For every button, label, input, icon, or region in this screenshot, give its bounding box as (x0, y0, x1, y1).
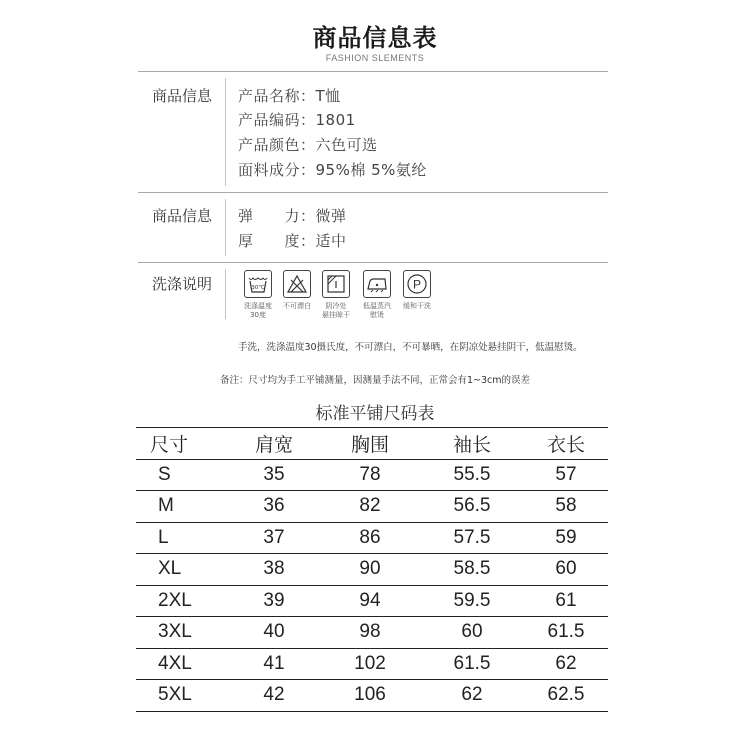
table-cell: M (136, 491, 228, 523)
wash-30-icon (244, 270, 272, 298)
product-name: 产品名称：T恤 (238, 87, 341, 105)
divider (138, 71, 608, 72)
divider (138, 192, 608, 193)
table-row (136, 585, 608, 617)
low-iron-icon (363, 270, 391, 298)
table-cell: 38 (228, 554, 320, 586)
table-cell: 102 (320, 648, 420, 680)
table-cell: 86 (320, 522, 420, 554)
care-text: 阴冷处 悬挂晾干 (322, 302, 350, 319)
page-subtitle: FASHION SLEMENTS (325, 53, 425, 63)
table-cell: 98 (320, 617, 420, 649)
table-cell: 42 (228, 680, 320, 712)
table-row (136, 522, 608, 554)
size-table-title: 标准平铺尺码表 (315, 404, 435, 424)
table-cell: 58.5 (420, 554, 524, 586)
care-text: 洗涤温度 30度 (244, 302, 272, 319)
table-cell: 62 (524, 648, 608, 680)
table-cell: 5XL (136, 680, 228, 712)
table-cell: 56.5 (420, 491, 524, 523)
table-row (136, 648, 608, 680)
column-header: 胸围 (320, 428, 420, 460)
care-text: 缓和干洗 (403, 302, 431, 310)
care-text: 低温蒸汽 慰烫 (363, 302, 391, 319)
table-cell: 61.5 (524, 617, 608, 649)
table-cell: 59.5 (420, 585, 524, 617)
table-cell: L (136, 522, 228, 554)
table-cell: 61.5 (420, 648, 524, 680)
table-cell: 58 (524, 491, 608, 523)
table-cell: 94 (320, 585, 420, 617)
table-row (136, 491, 608, 523)
table-cell: 55.5 (420, 459, 524, 491)
table-cell: 37 (228, 522, 320, 554)
table-cell: 82 (320, 491, 420, 523)
section-label-product-attrs: 商品信息 (152, 207, 213, 225)
table-row (136, 617, 608, 649)
table-cell: 57 (524, 459, 608, 491)
column-header: 尺寸 (136, 428, 228, 460)
table-row (136, 554, 608, 586)
section-label-product-info: 商品信息 (152, 87, 213, 105)
column-header: 衣长 (524, 428, 608, 460)
table-row (136, 459, 608, 491)
table-cell: 41 (228, 648, 320, 680)
table-cell: 36 (228, 491, 320, 523)
size-table (136, 427, 608, 712)
table-cell: S (136, 459, 228, 491)
dry-clean-letter: P (412, 277, 422, 292)
table-cell: 2XL (136, 585, 228, 617)
section-separator (225, 78, 226, 186)
product-color: 产品颜色：六色可选 (238, 136, 378, 154)
washing-description: 手洗，洗涤温度30摄氏度，不可漂白，不可暴晒，在阴凉处悬挂阴干，低温慰烫。 (238, 342, 583, 353)
table-cell: 90 (320, 554, 420, 586)
table-cell: 60 (420, 617, 524, 649)
measurement-note: 备注：尺寸均为手工平铺测量，因测量手法不同，正常会有1~3cm的误差 (219, 375, 531, 386)
table-cell: 57.5 (420, 522, 524, 554)
table-cell: 3XL (136, 617, 228, 649)
section-separator (225, 269, 226, 319)
table-cell: 61 (524, 585, 608, 617)
column-header: 肩宽 (228, 428, 320, 460)
wash-temp-label: 30℃ (251, 285, 265, 291)
table-cell: 62 (420, 680, 524, 712)
table-cell: XL (136, 554, 228, 586)
table-cell: 40 (228, 617, 320, 649)
table-row (136, 680, 608, 712)
thickness: 厚 度：适中 (238, 232, 347, 250)
section-label-washing: 洗涤说明 (152, 275, 213, 293)
table-cell: 60 (524, 554, 608, 586)
column-header: 袖长 (420, 428, 524, 460)
fabric-composition: 面料成分：95%棉 5%氨纶 (238, 161, 427, 179)
table-cell: 59 (524, 522, 608, 554)
shade-dry-icon (322, 270, 350, 298)
divider (138, 262, 608, 263)
table-cell: 4XL (136, 648, 228, 680)
care-item-dry-clean (390, 270, 444, 311)
page-title: 商品信息表 (312, 24, 438, 52)
section-separator (225, 199, 226, 256)
table-cell: 62.5 (524, 680, 608, 712)
table-cell: 35 (228, 459, 320, 491)
care-text: 不可漂白 (283, 302, 311, 310)
table-cell: 39 (228, 585, 320, 617)
elasticity: 弹 力：微弹 (238, 207, 347, 225)
no-bleach-icon (283, 270, 311, 298)
table-header-row (136, 428, 608, 460)
dry-clean-icon (403, 270, 431, 298)
table-cell: 78 (320, 459, 420, 491)
table-cell: 106 (320, 680, 420, 712)
product-code: 产品编码：1801 (238, 111, 356, 129)
